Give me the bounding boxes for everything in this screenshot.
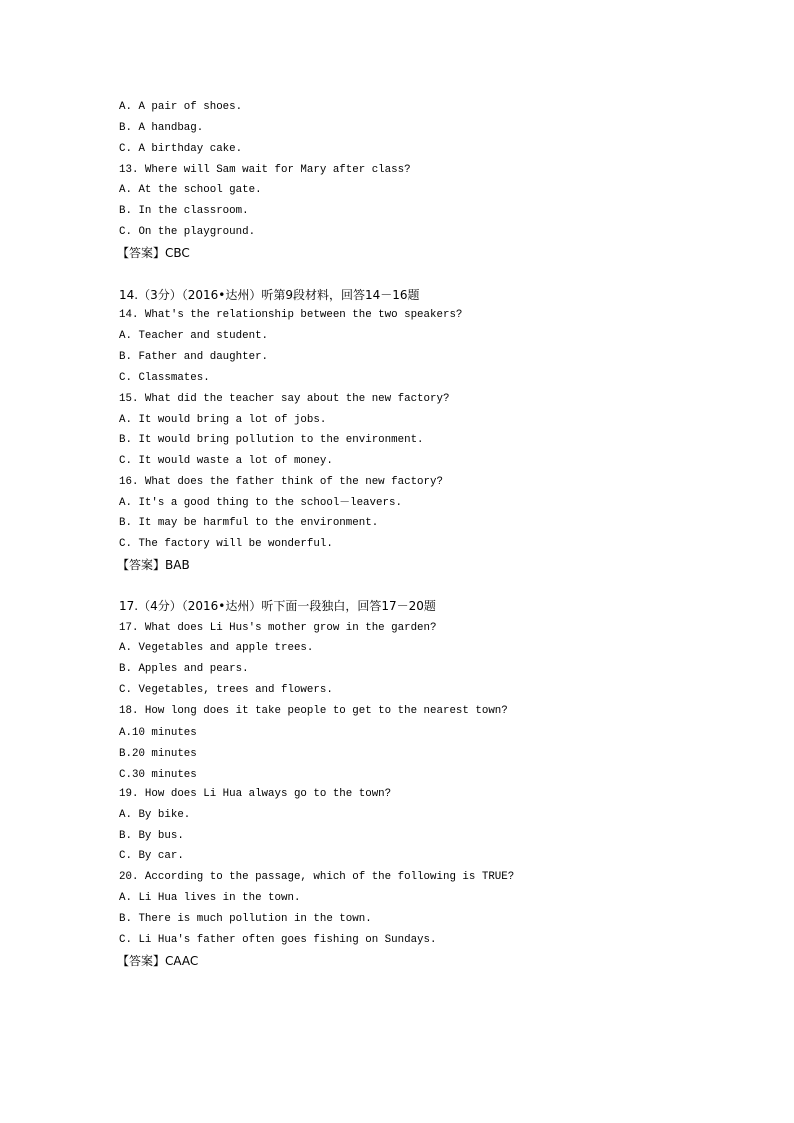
answer-line: 【答案】CBC (117, 246, 190, 260)
answer-option: B. A handbag. (119, 122, 204, 134)
answer-option: B. It may be harmful to the environment. (119, 517, 379, 529)
answer-option: B. Father and daughter. (119, 351, 269, 363)
answer-option: A. Li Hua lives in the town. (119, 892, 301, 904)
question-text: 19. How does Li Hua always go to the town? (119, 788, 392, 800)
answer-option: C. Li Hua's father often goes fishing on Sundays. (119, 934, 437, 946)
answer-option: B. By bus. (119, 830, 184, 842)
question-text: 13. Where will Sam wait for Mary after class? (119, 164, 411, 176)
answer-option: B. There is much pollution in the town. (119, 913, 372, 925)
answer-option: A. By bike. (119, 809, 191, 821)
answer-option: C. By car. (119, 850, 184, 862)
answer-option: B. In the classroom. (119, 205, 249, 217)
question-text: 14. What's the relationship between the two speakers? (119, 309, 463, 321)
answer-option: C. Vegetables, trees and flowers. (119, 684, 333, 696)
question-text: 17. What does Li Hus's mother grow in the garden? (119, 622, 437, 634)
answer-option: A. Vegetables and apple trees. (119, 642, 314, 654)
answer-option: B.20 minutes (119, 748, 197, 760)
question-text: 15. What did the teacher say about the new factory? (119, 393, 450, 405)
question-text: 20. According to the passage, which of the following is TRUE? (119, 871, 515, 883)
answer-line: 【答案】CAAC (117, 954, 199, 968)
question-text: 18. How long does it take people to get to the nearest town? (119, 705, 508, 717)
answer-option: C. It would waste a lot of money. (119, 455, 333, 467)
answer-option: A. It's a good thing to the school－leavers. (119, 497, 402, 509)
answer-option: C. On the playground. (119, 226, 256, 238)
section-heading: 17.（4分）（2016•达州）听下面一段独白，回答17－20题 (119, 599, 436, 613)
answer-line: 【答案】BAB (117, 558, 190, 572)
answer-option: B. It would bring pollution to the environment. (119, 434, 424, 446)
section-heading: 14.（3分）（2016•达州）听第9段材料，回答14－16题 (119, 288, 420, 302)
answer-option: C. Classmates. (119, 372, 210, 384)
answer-option: A. A pair of shoes. (119, 101, 243, 113)
answer-option: A. Teacher and student. (119, 330, 269, 342)
answer-option: A.10 minutes (119, 727, 197, 739)
answer-option: B. Apples and pears. (119, 663, 249, 675)
answer-option: C. A birthday cake. (119, 143, 243, 155)
answer-option: C. The factory will be wonderful. (119, 538, 333, 550)
question-text: 16. What does the father think of the new factory? (119, 476, 443, 488)
answer-option: A. At the school gate. (119, 184, 262, 196)
answer-option: A. It would bring a lot of jobs. (119, 414, 327, 426)
answer-option: C.30 minutes (119, 769, 197, 781)
